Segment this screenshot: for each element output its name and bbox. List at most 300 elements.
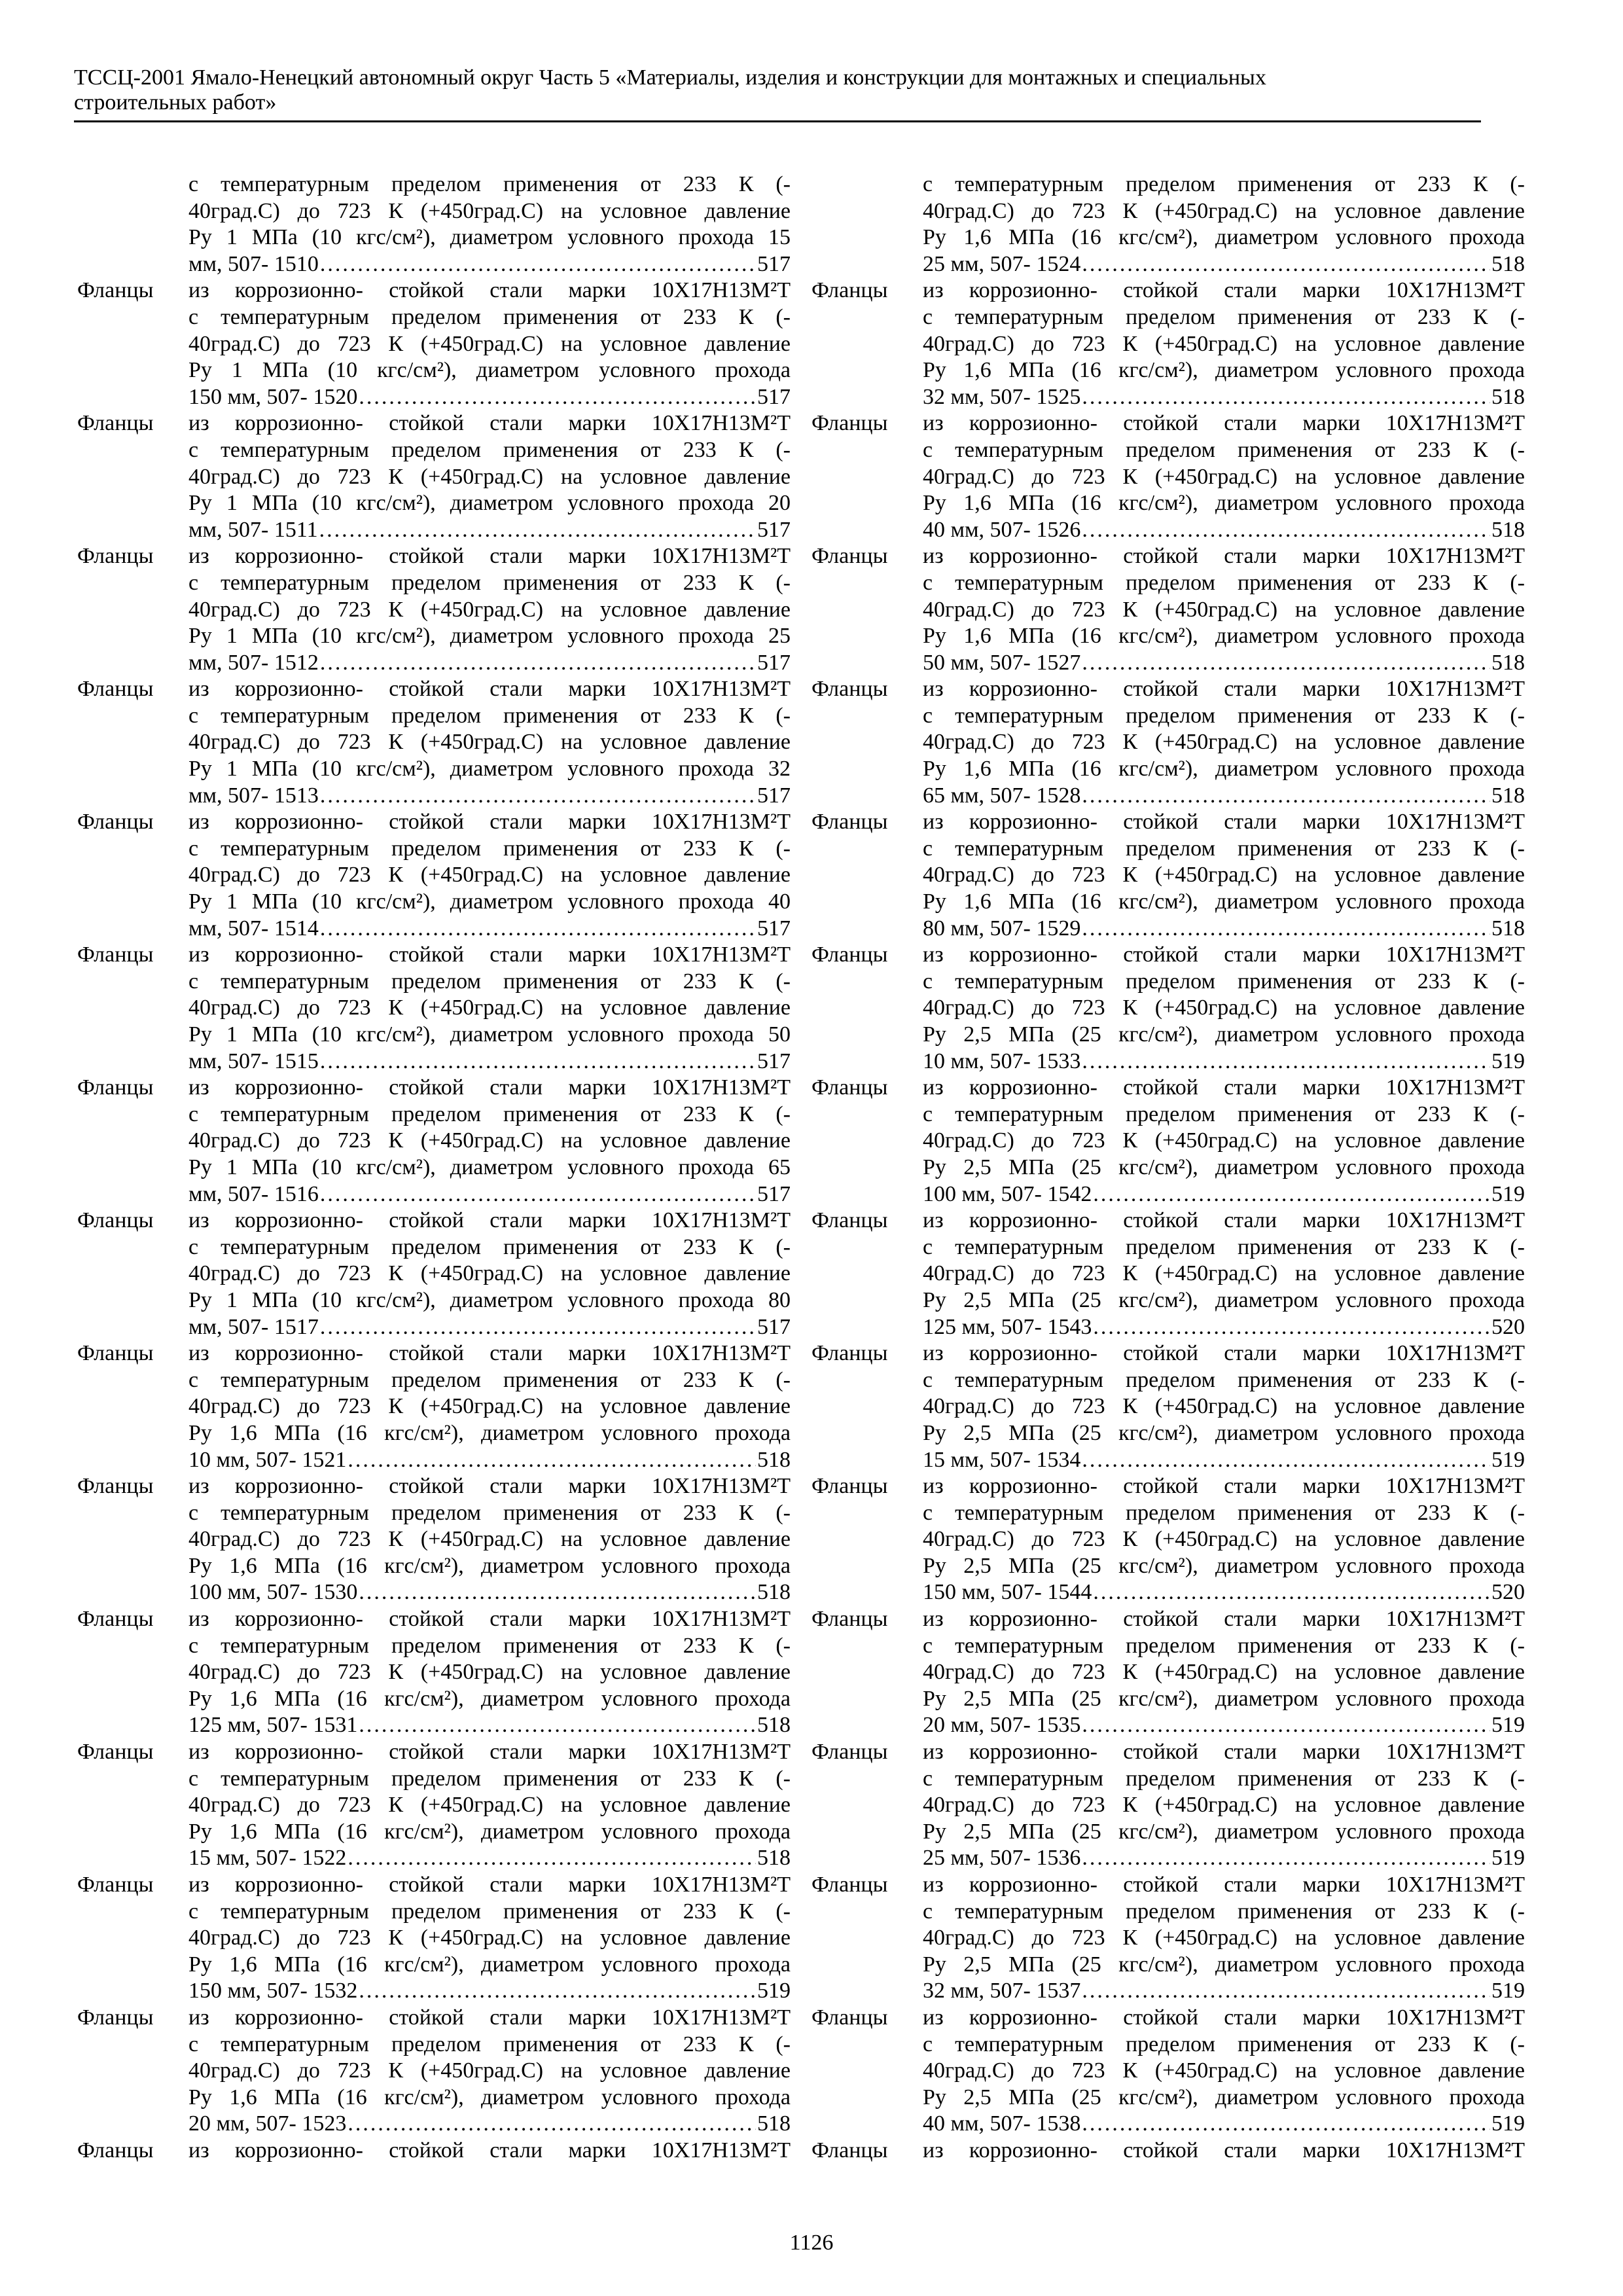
entry-text-line: из коррозионно- стойкой стали марки 10Х17Н13М²Т	[923, 1607, 1525, 1632]
entry-page-ref: 518	[1491, 517, 1525, 542]
entry-label: Фланцы	[77, 810, 154, 834]
entry-text-line: Ру 1 МПа (10 кгс/см²), диаметром условного прохода 25	[188, 624, 791, 649]
entry-code: 150 мм, 507- 1544	[923, 1580, 1092, 1605]
entry-text-line: из коррозионно- стойкой стали марки 10Х17Н13М²Т	[923, 677, 1525, 702]
entry-label: Фланцы	[812, 1075, 888, 1100]
entry-label: Фланцы	[812, 1873, 888, 1897]
entry-last-line	[188, 1712, 791, 1739]
entry-text-line: 40град.С) до 723 К (+450град.С) на условное давление	[923, 730, 1525, 755]
index-entry	[812, 1473, 1525, 1606]
entry-last-line	[188, 251, 791, 278]
entry-text-line: 40град.С) до 723 К (+450град.С) на условное давление	[188, 2058, 791, 2083]
entry-text-line: 40град.С) до 723 К (+450град.С) на условное давление	[188, 863, 791, 888]
entry-code: 65 мм, 507- 1528	[923, 783, 1081, 808]
entry-page-ref: 518	[1491, 916, 1525, 941]
index-entry	[812, 2005, 1525, 2138]
dot-leader	[1093, 1579, 1490, 1606]
entry-text-line: с температурным пределом применения от 233 К (-	[923, 437, 1525, 462]
entry-code: 20 мм, 507- 1535	[923, 1713, 1081, 1738]
entry-text-line: Ру 1,6 МПа (16 кгс/см²), диаметром условного прохода	[923, 889, 1525, 914]
header-line-2: строительных работ»	[74, 90, 277, 115]
entry-text-line: Ру 1,6 МПа (16 кгс/см²), диаметром условного прохода	[923, 624, 1525, 649]
entry-text-line: 40град.С) до 723 К (+450град.С) на условное давление	[188, 1394, 791, 1419]
dot-leader	[1082, 1845, 1490, 1872]
entry-text-line: 40град.С) до 723 К (+450град.С) на условное давление	[923, 1527, 1525, 1552]
entry-text-line: 40град.С) до 723 К (+450град.С) на условное давление	[188, 1926, 791, 1950]
entry-text-line: с температурным пределом применения от 233 К (-	[188, 172, 791, 196]
entry-text-line: Ру 2,5 МПа (25 кгс/см²), диаметром условного прохода	[923, 1287, 1525, 1312]
entry-code: 40 мм, 507- 1538	[923, 2111, 1081, 2136]
entry-page-ref: 517	[757, 1049, 791, 1073]
entry-code: 40 мм, 507- 1526	[923, 517, 1081, 542]
entry-text-line: с температурным пределом применения от 233 К (-	[923, 1633, 1525, 1658]
entry-label: Фланцы	[812, 810, 888, 834]
entry-text-line: с температурным пределом применения от 233 К (-	[188, 1500, 791, 1525]
index-entry	[77, 171, 791, 278]
entry-text-line: 40град.С) до 723 К (+450град.С) на условное давление	[923, 1660, 1525, 1685]
entry-code: 25 мм, 507- 1536	[923, 1846, 1081, 1871]
entry-text-line: Ру 1 МПа (10 кгс/см²), диаметром условного прохода	[188, 358, 791, 383]
entry-text-line: из коррозионно- стойкой стали марки 10Х17Н13М²Т	[188, 278, 791, 303]
left-column	[77, 171, 791, 2164]
entry-page-ref: 519	[1491, 1846, 1525, 1871]
entry-label: Фланцы	[77, 411, 154, 436]
entry-text-line: Ру 1,6 МПа (16 кгс/см²), диаметром условного прохода	[923, 358, 1525, 383]
entry-text-line: 40град.С) до 723 К (+450град.С) на условное давление	[188, 730, 791, 755]
entry-text-line: с температурным пределом применения от 233 К (-	[923, 703, 1525, 728]
entry-text-line: Ру 2,5 МПа (25 кгс/см²), диаметром условного прохода	[923, 1952, 1525, 1977]
page-number: 1126	[789, 2231, 834, 2255]
entry-code: 150 мм, 507- 1520	[188, 384, 358, 409]
index-entry	[77, 942, 791, 1075]
entry-last-line	[923, 1978, 1525, 2005]
entry-label: Фланцы	[812, 942, 888, 967]
entry-text-line: 40град.С) до 723 К (+450град.С) на условное давление	[923, 1926, 1525, 1950]
entry-text-line: Ру 1,6 МПа (16 кгс/см²), диаметром условного прохода	[188, 1819, 791, 1844]
index-entry	[812, 278, 1525, 410]
entry-last-line	[923, 517, 1525, 544]
entry-label: Фланцы	[812, 1607, 888, 1632]
entry-text-line: Ру 1 МПа (10 кгс/см²), диаметром условного прохода 15	[188, 225, 791, 250]
index-entry	[77, 543, 791, 676]
entry-page-ref: 518	[757, 1713, 791, 1738]
entry-text-line: 40град.С) до 723 К (+450град.С) на условное давление	[923, 1261, 1525, 1286]
entry-text-line: из коррозионно- стойкой стали марки 10Х17Н13М²Т	[188, 411, 791, 436]
dot-leader	[1082, 916, 1490, 942]
entry-page-ref: 518	[1491, 384, 1525, 409]
entry-text-line: из коррозионно- стойкой стали марки 10Х17Н13М²Т	[188, 1208, 791, 1233]
entry-page-ref: 518	[757, 1846, 791, 1871]
entry-text-line: с температурным пределом применения от 233 К (-	[188, 570, 791, 595]
entry-text-line: Ру 1 МПа (10 кгс/см²), диаметром условного прохода 32	[188, 757, 791, 781]
entry-text-line: из коррозионно- стойкой стали марки 10Х17Н13М²Т	[923, 942, 1525, 967]
entry-page-ref: 519	[1491, 1181, 1525, 1206]
entry-last-line	[188, 1049, 791, 1075]
entry-text-line: Ру 2,5 МПа (25 кгс/см²), диаметром условного прохода	[923, 1686, 1525, 1711]
entry-text-line: из коррозионно- стойкой стали марки 10Х17Н13М²Т	[923, 1474, 1525, 1499]
entry-text-line: 40град.С) до 723 К (+450град.С) на условное давление	[923, 2058, 1525, 2083]
entry-code: 125 мм, 507- 1543	[923, 1314, 1092, 1339]
entry-text-line: из коррозионно- стойкой стали марки 10Х17Н13М²Т	[923, 544, 1525, 569]
entry-text-line: с температурным пределом применения от 233 К (-	[923, 172, 1525, 196]
dot-leader	[320, 1314, 756, 1341]
entry-code: 25 мм, 507- 1524	[923, 251, 1081, 276]
entry-last-line	[188, 1845, 791, 1872]
entry-text-line: 40град.С) до 723 К (+450град.С) на условное давление	[923, 1394, 1525, 1419]
entry-text-line: с температурным пределом применения от 233 К (-	[923, 836, 1525, 861]
entry-label: Фланцы	[812, 677, 888, 702]
entry-last-line	[188, 384, 791, 411]
entry-last-line	[923, 384, 1525, 411]
entry-text-line: Ру 1,6 МПа (16 кгс/см²), диаметром условного прохода	[188, 2085, 791, 2109]
entry-page-ref: 519	[1491, 1713, 1525, 1738]
dot-leader	[359, 1978, 756, 2005]
entry-text-line: Ру 2,5 МПа (25 кгс/см²), диаметром условного прохода	[923, 1022, 1525, 1047]
entry-text-line: с температурным пределом применения от 233 К (-	[188, 1899, 791, 1924]
entry-text-line: из коррозионно- стойкой стали марки 10Х17Н13М²Т	[923, 2005, 1525, 2030]
entry-label: Фланцы	[77, 1075, 154, 1100]
dot-leader	[319, 517, 756, 544]
entry-label: Фланцы	[812, 278, 888, 303]
index-entry	[812, 171, 1525, 278]
entry-text-line: из коррозионно- стойкой стали марки 10Х17Н13М²Т	[923, 1740, 1525, 1765]
index-entry	[812, 2138, 1525, 2164]
entry-code: 50 мм, 507- 1527	[923, 650, 1081, 675]
entry-text-line: из коррозионно- стойкой стали марки 10Х17Н13М²Т	[188, 1341, 791, 1366]
index-entry	[812, 809, 1525, 942]
dot-leader	[359, 1712, 756, 1739]
entry-text-line: из коррозионно- стойкой стали марки 10Х17Н13М²Т	[188, 810, 791, 834]
index-entry	[77, 1075, 791, 1208]
entry-page-ref: 518	[1491, 783, 1525, 808]
entry-code: 80 мм, 507- 1529	[923, 916, 1081, 941]
entry-label: Фланцы	[77, 942, 154, 967]
entry-text-line: из коррозионно- стойкой стали марки 10Х17Н13М²Т	[923, 1873, 1525, 1897]
entry-text-line: 40град.С) до 723 К (+450град.С) на условное давление	[923, 996, 1525, 1020]
entry-text-line: с температурным пределом применения от 233 К (-	[923, 1234, 1525, 1259]
entry-code: 10 мм, 507- 1521	[188, 1447, 347, 1472]
entry-text-line: 40град.С) до 723 К (+450град.С) на условное давление	[923, 1793, 1525, 1818]
entry-code: 15 мм, 507- 1522	[188, 1846, 347, 1871]
entry-text-line: Ру 1 МПа (10 кгс/см²), диаметром условного прохода 50	[188, 1022, 791, 1047]
entry-text-line: с температурным пределом применения от 233 К (-	[923, 1367, 1525, 1392]
entry-last-line	[188, 1579, 791, 1606]
entry-page-ref: 518	[757, 1580, 791, 1605]
entry-text-line: Ру 1,6 МПа (16 кгс/см²), диаметром условного прохода	[188, 1420, 791, 1445]
entry-code: мм, 507- 1514	[188, 916, 319, 941]
entry-text-line: с температурным пределом применения от 233 К (-	[188, 437, 791, 462]
entry-code: мм, 507- 1512	[188, 650, 319, 675]
entry-text-line: 40град.С) до 723 К (+450град.С) на условное давление	[188, 1660, 791, 1685]
index-entry	[812, 1208, 1525, 1340]
entry-page-ref: 517	[757, 650, 791, 675]
entry-text-line: с температурным пределом применения от 233 К (-	[923, 570, 1525, 595]
entry-last-line	[923, 650, 1525, 677]
entry-label: Фланцы	[812, 1474, 888, 1499]
dot-leader	[320, 1049, 756, 1075]
running-header	[74, 65, 1481, 115]
entry-last-line	[188, 517, 791, 544]
entry-page-ref: 517	[757, 251, 791, 276]
entry-text-line: 40град.С) до 723 К (+450град.С) на условное давление	[188, 1261, 791, 1286]
entry-text-line: из коррозионно- стойкой стали марки 10Х17Н13М²Т	[188, 2138, 791, 2162]
entry-text-line: из коррозионно- стойкой стали марки 10Х17Н13М²Т	[923, 278, 1525, 303]
entry-text-line: 40град.С) до 723 К (+450град.С) на условное давление	[923, 464, 1525, 489]
entry-text-line: 40град.С) до 723 К (+450град.С) на условное давление	[923, 331, 1525, 356]
entry-text-line: с температурным пределом применения от 233 К (-	[188, 1102, 791, 1126]
entry-label: Фланцы	[77, 2138, 154, 2162]
entry-page-ref: 520	[1491, 1314, 1525, 1339]
entry-text-line: с температурным пределом применения от 233 К (-	[188, 1367, 791, 1392]
index-entry	[77, 2005, 791, 2138]
index-entry	[77, 278, 791, 410]
dot-leader	[1082, 1447, 1490, 1474]
entry-page-ref: 519	[757, 1979, 791, 2003]
entry-text-line: 40град.С) до 723 К (+450град.С) на условное давление	[188, 1793, 791, 1818]
entry-page-ref: 518	[1491, 251, 1525, 276]
entry-last-line	[923, 916, 1525, 942]
entry-code: мм, 507- 1510	[188, 251, 319, 276]
dot-leader	[320, 251, 756, 278]
entry-text-line: из коррозионно- стойкой стали марки 10Х17Н13М²Т	[923, 1075, 1525, 1100]
dot-leader	[1082, 783, 1490, 810]
entry-label: Фланцы	[77, 1341, 154, 1366]
index-entry	[812, 1340, 1525, 1473]
index-entry	[77, 1473, 791, 1606]
entry-text-line: из коррозионно- стойкой стали марки 10Х17Н13М²Т	[923, 1341, 1525, 1366]
entry-text-line: с температурным пределом применения от 233 К (-	[188, 2032, 791, 2056]
entry-code: 10 мм, 507- 1533	[923, 1049, 1081, 1073]
entry-text-line: 40град.С) до 723 К (+450град.С) на условное давление	[188, 198, 791, 223]
entry-text-line: 40град.С) до 723 К (+450град.С) на условное давление	[188, 996, 791, 1020]
entry-label: Фланцы	[812, 1341, 888, 1366]
entry-code: 32 мм, 507- 1525	[923, 384, 1081, 409]
entry-page-ref: 519	[1491, 1049, 1525, 1073]
entry-last-line	[923, 783, 1525, 810]
entry-text-line: Ру 1,6 МПа (16 кгс/см²), диаметром условного прохода	[188, 1952, 791, 1977]
entry-last-line	[188, 650, 791, 677]
entry-page-ref: 517	[757, 916, 791, 941]
index-entry	[812, 1739, 1525, 1872]
entry-code: 20 мм, 507- 1523	[188, 2111, 347, 2136]
entry-text-line: с температурным пределом применения от 233 К (-	[923, 1899, 1525, 1924]
entry-text-line: 40град.С) до 723 К (+450град.С) на условное давление	[188, 597, 791, 622]
entry-page-ref: 517	[757, 1314, 791, 1339]
index-entry	[77, 1208, 791, 1340]
entry-label: Фланцы	[812, 2138, 888, 2162]
entry-text-line: Ру 1,6 МПа (16 кгс/см²), диаметром условного прохода	[188, 1553, 791, 1578]
entry-page-ref: 517	[757, 517, 791, 542]
index-entry	[77, 410, 791, 543]
entry-page-ref: 518	[1491, 650, 1525, 675]
entry-last-line	[923, 1181, 1525, 1208]
entry-last-line	[923, 1049, 1525, 1075]
header-line-1: ТССЦ-2001 Ямало-Ненецкий автономный округ Часть 5 «Материалы, изделия и конструкции для монтажных и специальных	[74, 65, 1266, 90]
entry-text-line: из коррозионно- стойкой стали марки 10Х17Н13М²Т	[188, 1873, 791, 1897]
index-entry	[77, 1606, 791, 1739]
entry-label: Фланцы	[77, 2005, 154, 2030]
entry-page-ref: 519	[1491, 1979, 1525, 2003]
dot-leader	[320, 783, 756, 810]
entry-text-line: 40град.С) до 723 К (+450град.С) на условное давление	[923, 198, 1525, 223]
entry-last-line	[923, 1314, 1525, 1341]
entry-last-line	[188, 783, 791, 810]
entry-page-ref: 518	[757, 1447, 791, 1472]
entry-text-line: из коррозионно- стойкой стали марки 10Х17Н13М²Т	[188, 942, 791, 967]
entry-code: мм, 507- 1513	[188, 783, 319, 808]
entry-label: Фланцы	[812, 1208, 888, 1233]
entry-text-line: из коррозионно- стойкой стали марки 10Х17Н13М²Т	[188, 1740, 791, 1765]
entry-label: Фланцы	[77, 677, 154, 702]
entry-text-line: Ру 1 МПа (10 кгс/см²), диаметром условного прохода 80	[188, 1287, 791, 1312]
dot-leader	[1082, 1712, 1490, 1739]
entry-text-line: 40град.С) до 723 К (+450град.С) на условное давление	[923, 863, 1525, 888]
entry-text-line: с температурным пределом применения от 233 К (-	[188, 703, 791, 728]
entry-text-line: Ру 1,6 МПа (16 кгс/см²), диаметром условного прохода	[923, 491, 1525, 516]
entry-last-line	[923, 2111, 1525, 2138]
entry-text-line: из коррозионно- стойкой стали марки 10Х17Н13М²Т	[188, 1075, 791, 1100]
dot-leader	[348, 1845, 756, 1872]
dot-leader	[1093, 1181, 1490, 1208]
entry-text-line: с температурным пределом применения от 233 К (-	[188, 1234, 791, 1259]
entry-page-ref: 517	[757, 783, 791, 808]
entry-text-line: с температурным пределом применения от 233 К (-	[923, 1766, 1525, 1791]
entry-text-line: из коррозионно- стойкой стали марки 10Х17Н13М²Т	[923, 411, 1525, 436]
entry-text-line: Ру 2,5 МПа (25 кгс/см²), диаметром условного прохода	[923, 2085, 1525, 2109]
header-rule	[74, 120, 1481, 122]
entry-last-line	[188, 1447, 791, 1474]
dot-leader	[1082, 1978, 1490, 2005]
dot-leader	[348, 2111, 756, 2138]
entry-text-line: Ру 2,5 МПа (25 кгс/см²), диаметром условного прохода	[923, 1420, 1525, 1445]
dot-leader	[348, 1447, 756, 1474]
entry-text-line: с температурным пределом применения от 233 К (-	[188, 1766, 791, 1791]
entry-text-line: Ру 1 МПа (10 кгс/см²), диаметром условного прохода 40	[188, 889, 791, 914]
entry-page-ref: 519	[1491, 2111, 1525, 2136]
entry-last-line	[923, 251, 1525, 278]
entry-text-line: из коррозионно- стойкой стали марки 10Х17Н13М²Т	[188, 544, 791, 569]
entry-label: Фланцы	[812, 544, 888, 569]
entry-label: Фланцы	[812, 1740, 888, 1765]
dot-leader	[320, 650, 756, 677]
entry-label: Фланцы	[77, 1208, 154, 1233]
dot-leader	[1082, 517, 1490, 544]
entry-page-ref: 520	[1491, 1580, 1525, 1605]
entry-text-line: с температурным пределом применения от 233 К (-	[188, 969, 791, 994]
index-entry	[77, 1340, 791, 1473]
entry-code: 32 мм, 507- 1537	[923, 1979, 1081, 2003]
entry-text-line: 40град.С) до 723 К (+450град.С) на условное давление	[188, 1527, 791, 1552]
entry-label: Фланцы	[77, 1873, 154, 1897]
entry-text-line: из коррозионно- стойкой стали марки 10Х17Н13М²Т	[188, 1474, 791, 1499]
entry-last-line	[188, 1314, 791, 1341]
index-entry	[77, 809, 791, 942]
entry-last-line	[188, 1181, 791, 1208]
entry-code: 150 мм, 507- 1532	[188, 1979, 358, 2003]
entry-label: Фланцы	[77, 544, 154, 569]
index-entry	[77, 2138, 791, 2164]
entry-text-line: Ру 1,6 МПа (16 кгс/см²), диаметром условного прохода	[923, 757, 1525, 781]
entry-text-line: с температурным пределом применения от 233 К (-	[923, 2032, 1525, 2056]
dot-leader	[320, 916, 756, 942]
entry-text-line: 40град.С) до 723 К (+450град.С) на условное давление	[923, 1128, 1525, 1153]
entry-page-ref: 517	[757, 1181, 791, 1206]
entry-text-line: Ру 2,5 МПа (25 кгс/см²), диаметром условного прохода	[923, 1553, 1525, 1578]
dot-leader	[359, 1579, 756, 1606]
entry-label: Фланцы	[77, 1607, 154, 1632]
dot-leader	[1093, 1314, 1490, 1341]
entry-text-line: с температурным пределом применения от 233 К (-	[923, 1500, 1525, 1525]
dot-leader	[320, 1181, 756, 1208]
index-entry	[77, 1872, 791, 2005]
entry-text-line: с температурным пределом применения от 233 К (-	[923, 1102, 1525, 1126]
entry-code: мм, 507- 1517	[188, 1314, 319, 1339]
entry-text-line: Ру 1,6 МПа (16 кгс/см²), диаметром условного прохода	[188, 1686, 791, 1711]
index-entry	[812, 543, 1525, 676]
index-entry	[812, 1075, 1525, 1208]
dot-leader	[1082, 2111, 1490, 2138]
index-entry	[812, 1872, 1525, 2005]
entry-last-line	[923, 1447, 1525, 1474]
dot-leader	[1082, 251, 1490, 278]
entry-label: Фланцы	[77, 1740, 154, 1765]
entry-label: Фланцы	[77, 278, 154, 303]
dot-leader	[1082, 650, 1490, 677]
entry-text-line: с температурным пределом применения от 233 К (-	[188, 304, 791, 329]
entry-code: 125 мм, 507- 1531	[188, 1713, 358, 1738]
entry-text-line: с температурным пределом применения от 233 К (-	[188, 836, 791, 861]
entry-last-line	[923, 1845, 1525, 1872]
entry-page-ref: 519	[1491, 1447, 1525, 1472]
entry-text-line: из коррозионно- стойкой стали марки 10Х17Н13М²Т	[923, 810, 1525, 834]
entry-text-line: из коррозионно- стойкой стали марки 10Х17Н13М²Т	[188, 2005, 791, 2030]
entry-text-line: из коррозионно- стойкой стали марки 10Х17Н13М²Т	[188, 1607, 791, 1632]
entry-code: мм, 507- 1515	[188, 1049, 319, 1073]
entry-last-line	[188, 1978, 791, 2005]
entry-text-line: Ру 2,5 МПа (25 кгс/см²), диаметром условного прохода	[923, 1155, 1525, 1179]
index-entry	[77, 1739, 791, 1872]
entry-text-line: с температурным пределом применения от 233 К (-	[923, 969, 1525, 994]
index-entry	[812, 676, 1525, 809]
entry-label: Фланцы	[812, 2005, 888, 2030]
index-entry	[812, 1606, 1525, 1739]
entry-label: Фланцы	[77, 1474, 154, 1499]
index-entry	[812, 410, 1525, 543]
entry-page-ref: 518	[757, 2111, 791, 2136]
entry-text-line: Ру 1,6 МПа (16 кгс/см²), диаметром условного прохода	[923, 225, 1525, 250]
right-column	[812, 171, 1525, 2164]
entry-text-line: с температурным пределом применения от 233 К (-	[923, 304, 1525, 329]
dot-leader	[1082, 384, 1490, 411]
entry-page-ref: 517	[757, 384, 791, 409]
entry-label: Фланцы	[812, 411, 888, 436]
entry-text-line: из коррозионно- стойкой стали марки 10Х17Н13М²Т	[923, 1208, 1525, 1233]
entry-last-line	[188, 2111, 791, 2138]
entry-last-line	[923, 1579, 1525, 1606]
entry-last-line	[188, 916, 791, 942]
index-entry	[77, 676, 791, 809]
entry-text-line: Ру 1 МПа (10 кгс/см²), диаметром условного прохода 20	[188, 491, 791, 516]
index-entry	[812, 942, 1525, 1075]
entry-text-line: из коррозионно- стойкой стали марки 10Х17Н13М²Т	[188, 677, 791, 702]
entry-text-line: Ру 1 МПа (10 кгс/см²), диаметром условного прохода 65	[188, 1155, 791, 1179]
entry-text-line: с температурным пределом применения от 233 К (-	[188, 1633, 791, 1658]
dot-leader	[1082, 1049, 1490, 1075]
dot-leader	[359, 384, 756, 411]
entry-text-line: 40град.С) до 723 К (+450град.С) на условное давление	[188, 1128, 791, 1153]
entry-last-line	[923, 1712, 1525, 1739]
entry-text-line: Ру 2,5 МПа (25 кгс/см²), диаметром условного прохода	[923, 1819, 1525, 1844]
